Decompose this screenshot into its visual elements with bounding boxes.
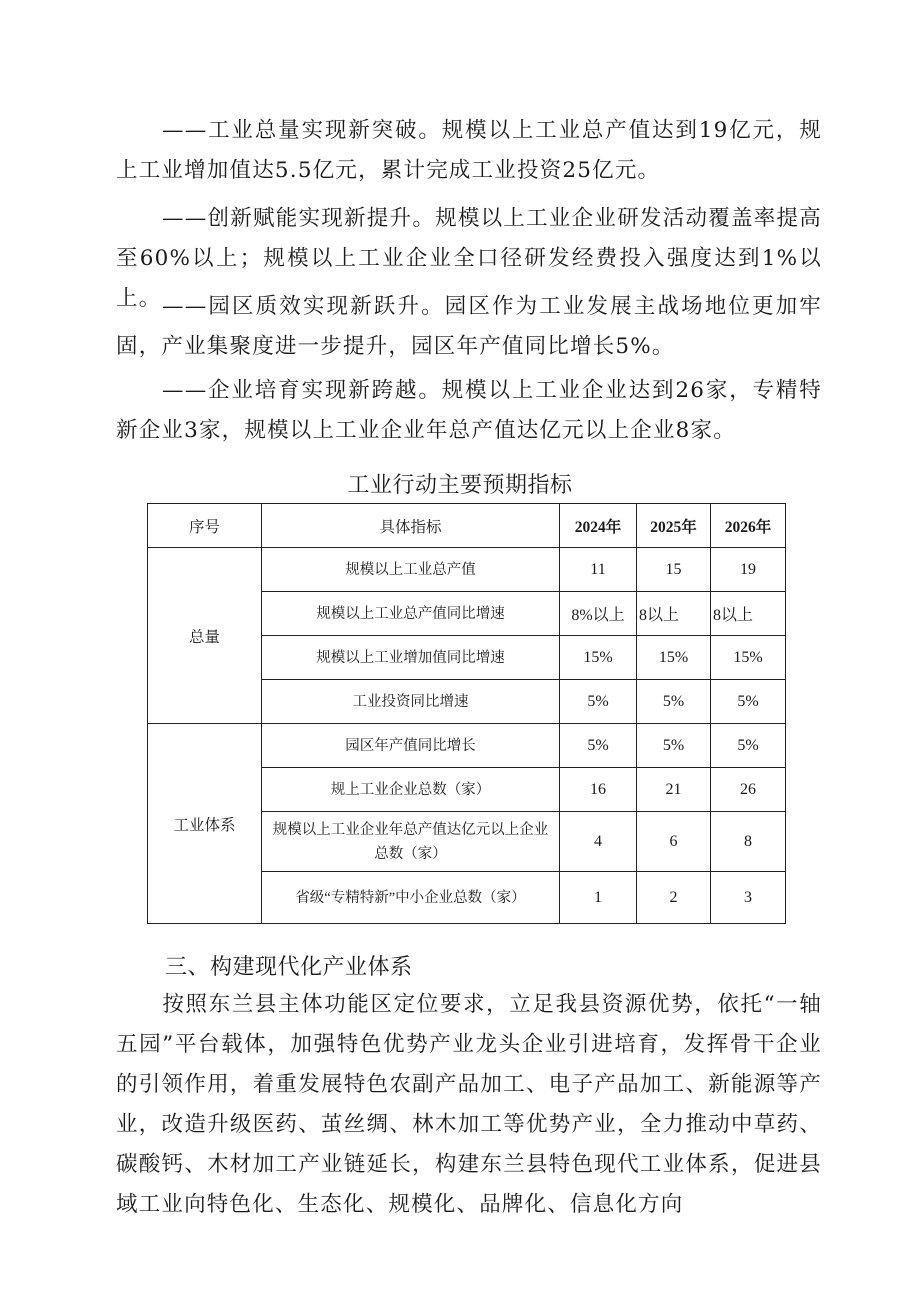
- value-2024: 5%: [560, 724, 637, 768]
- value-2026: 15%: [711, 636, 786, 680]
- indicator-cell: 省级“专精特新”中小企业总数（家）: [262, 872, 560, 924]
- paragraph-enterprise: ——企业培育实现新跨越。规模以上工业企业达到26家，专精特新企业3家，规模以上工业企业年总产值达亿元以上企业8家。: [116, 378, 822, 443]
- value-2026: 8: [711, 812, 786, 872]
- value-2026: 5%: [711, 724, 786, 768]
- indicator-cell: 规模以上工业总产值: [262, 548, 560, 592]
- section-heading: 三、构建现代化产业体系: [165, 955, 413, 980]
- value-2026: 3: [711, 872, 786, 924]
- category-total: 总量: [148, 548, 262, 724]
- value-2025: 6: [637, 812, 711, 872]
- value-2024: 5%: [560, 680, 637, 724]
- value-2025: 5%: [637, 680, 711, 724]
- header-indicator: 具体指标: [262, 504, 560, 548]
- value-2025: 21: [637, 768, 711, 812]
- value-2025: 15%: [637, 636, 711, 680]
- value-2025: 8以上: [637, 592, 711, 636]
- paragraph-industrial-total: ——工业总量实现新突破。规模以上工业总产值达到19亿元，规上工业增加值达5.5亿元，累计完成工业投资25亿元。: [116, 118, 822, 183]
- value-2024: 16: [560, 768, 637, 812]
- header-seq: 序号: [148, 504, 262, 548]
- value-2025: 2: [637, 872, 711, 924]
- indicators-table: [147, 503, 786, 924]
- header-2024: 2024年: [560, 504, 637, 548]
- table-header-row: [148, 504, 786, 548]
- body-paragraph: 按照东兰县主体功能区定位要求，立足我县资源优势，依托“一轴五园”平台载体，加强特色优势产业龙头企业引进培育，发挥骨干企业的引领作用，着重发展特色农副产品加工、电子产品加工、新能源等产业，改造升级医药、茧丝绸、林木加工等优势产业，全力推动中草药、碳酸钙、木材加工产业链延长，构建东兰县特色现代工业体系，促进县域工业向特色化、生态化、规模化、品牌化、信息化方向: [116, 992, 822, 1217]
- table-row: [148, 724, 786, 768]
- header-2026: 2026年: [711, 504, 786, 548]
- indicator-cell: 规模以上工业企业年总产值达亿元以上企业总数（家）: [262, 812, 560, 872]
- value-2024: 11: [560, 548, 637, 592]
- indicator-cell: 规上工业企业总数（家）: [262, 768, 560, 812]
- paragraph-innovation: ——创新赋能实现新提升。规模以上工业企业研发活动覆盖率提高至60%以上；规模以上工业企业全口径研发经费投入强度达到1%以上。: [116, 206, 822, 311]
- category-industrial-system: 工业体系: [148, 724, 262, 924]
- value-2024: 1: [560, 872, 637, 924]
- indicator-cell: 规模以上工业总产值同比增速: [262, 592, 560, 636]
- value-2024: 15%: [560, 636, 637, 680]
- indicator-cell: 工业投资同比增速: [262, 680, 560, 724]
- indicator-cell: 规模以上工业增加值同比增速: [262, 636, 560, 680]
- value-2026: 8以上: [711, 592, 786, 636]
- value-2025: 5%: [637, 724, 711, 768]
- value-2026: 5%: [711, 680, 786, 724]
- value-2025: 15: [637, 548, 711, 592]
- paragraph-park: ——园区质效实现新跃升。园区作为工业发展主战场地位更加牢固，产业集聚度进一步提升，园区年产值同比增长5%。: [116, 294, 822, 359]
- table-row: [148, 548, 786, 592]
- value-2024: 4: [560, 812, 637, 872]
- header-2025: 2025年: [637, 504, 711, 548]
- value-2024: 8%以上: [560, 592, 637, 636]
- table-title: 工业行动主要预期指标: [347, 473, 573, 498]
- value-2026: 19: [711, 548, 786, 592]
- indicator-cell: 园区年产值同比增长: [262, 724, 560, 768]
- value-2026: 26: [711, 768, 786, 812]
